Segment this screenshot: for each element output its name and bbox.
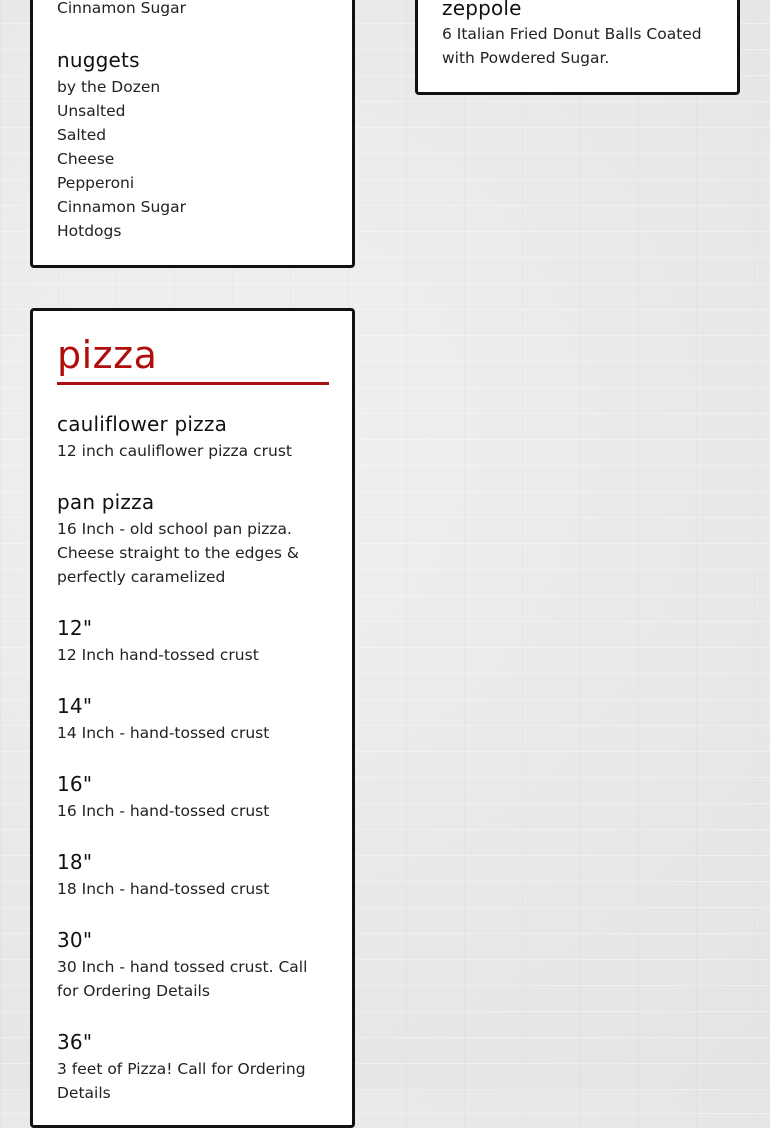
zeppole-title: zeppole (442, 0, 522, 20)
menu-item-name: 16" (57, 772, 93, 796)
nuggets-option: by the Dozen (57, 78, 161, 96)
pizza-card (30, 308, 355, 1128)
menu-item-description: 3 feet of Pizza! Call for Ordering Details (57, 1060, 306, 1102)
menu-item-description: 12 Inch hand-tossed crust (57, 646, 259, 664)
menu-item-name: 18" (57, 850, 93, 874)
menu-item-name: 14" (57, 694, 93, 718)
nuggets-option: Cheese (57, 150, 115, 168)
menu-item-description: 14 Inch - hand-tossed crust (57, 724, 270, 742)
menu-item-name: 30" (57, 928, 93, 952)
nuggets-option: Salted (57, 126, 107, 144)
menu-item-description: 30 Inch - hand tossed crust. Call for Ordering Details (57, 958, 308, 1000)
menu-item-name: 12" (57, 616, 93, 640)
nuggets-title: nuggets (57, 48, 140, 72)
menu-item-name: 36" (57, 1030, 93, 1054)
menu-item-name: pan pizza (57, 490, 155, 514)
nuggets-option: Pepperoni (57, 174, 135, 192)
nuggets-option: Cinnamon Sugar (57, 198, 186, 216)
zeppole-description: 6 Italian Fried Donut Balls Coated with Powdered Sugar. (442, 25, 702, 67)
nuggets-option: Unsalted (57, 102, 126, 120)
nuggets-option: Hotdogs (57, 222, 122, 240)
previous-item-description-tail: Cinnamon Sugar (57, 0, 186, 17)
pizza-section-title: pizza (57, 333, 158, 377)
menu-item-description: 12 inch cauliflower pizza crust (57, 442, 292, 460)
section-title-underline (57, 382, 329, 385)
zeppole-card (415, 0, 740, 95)
menu-item-name: cauliflower pizza (57, 412, 228, 436)
nuggets-card (30, 0, 355, 268)
menu-item-description: 18 Inch - hand-tossed crust (57, 880, 270, 898)
menu-item-description: 16 Inch - old school pan pizza. Cheese straight to the edges & perfectly caramelized (57, 520, 299, 586)
menu-item-description: 16 Inch - hand-tossed crust (57, 802, 270, 820)
